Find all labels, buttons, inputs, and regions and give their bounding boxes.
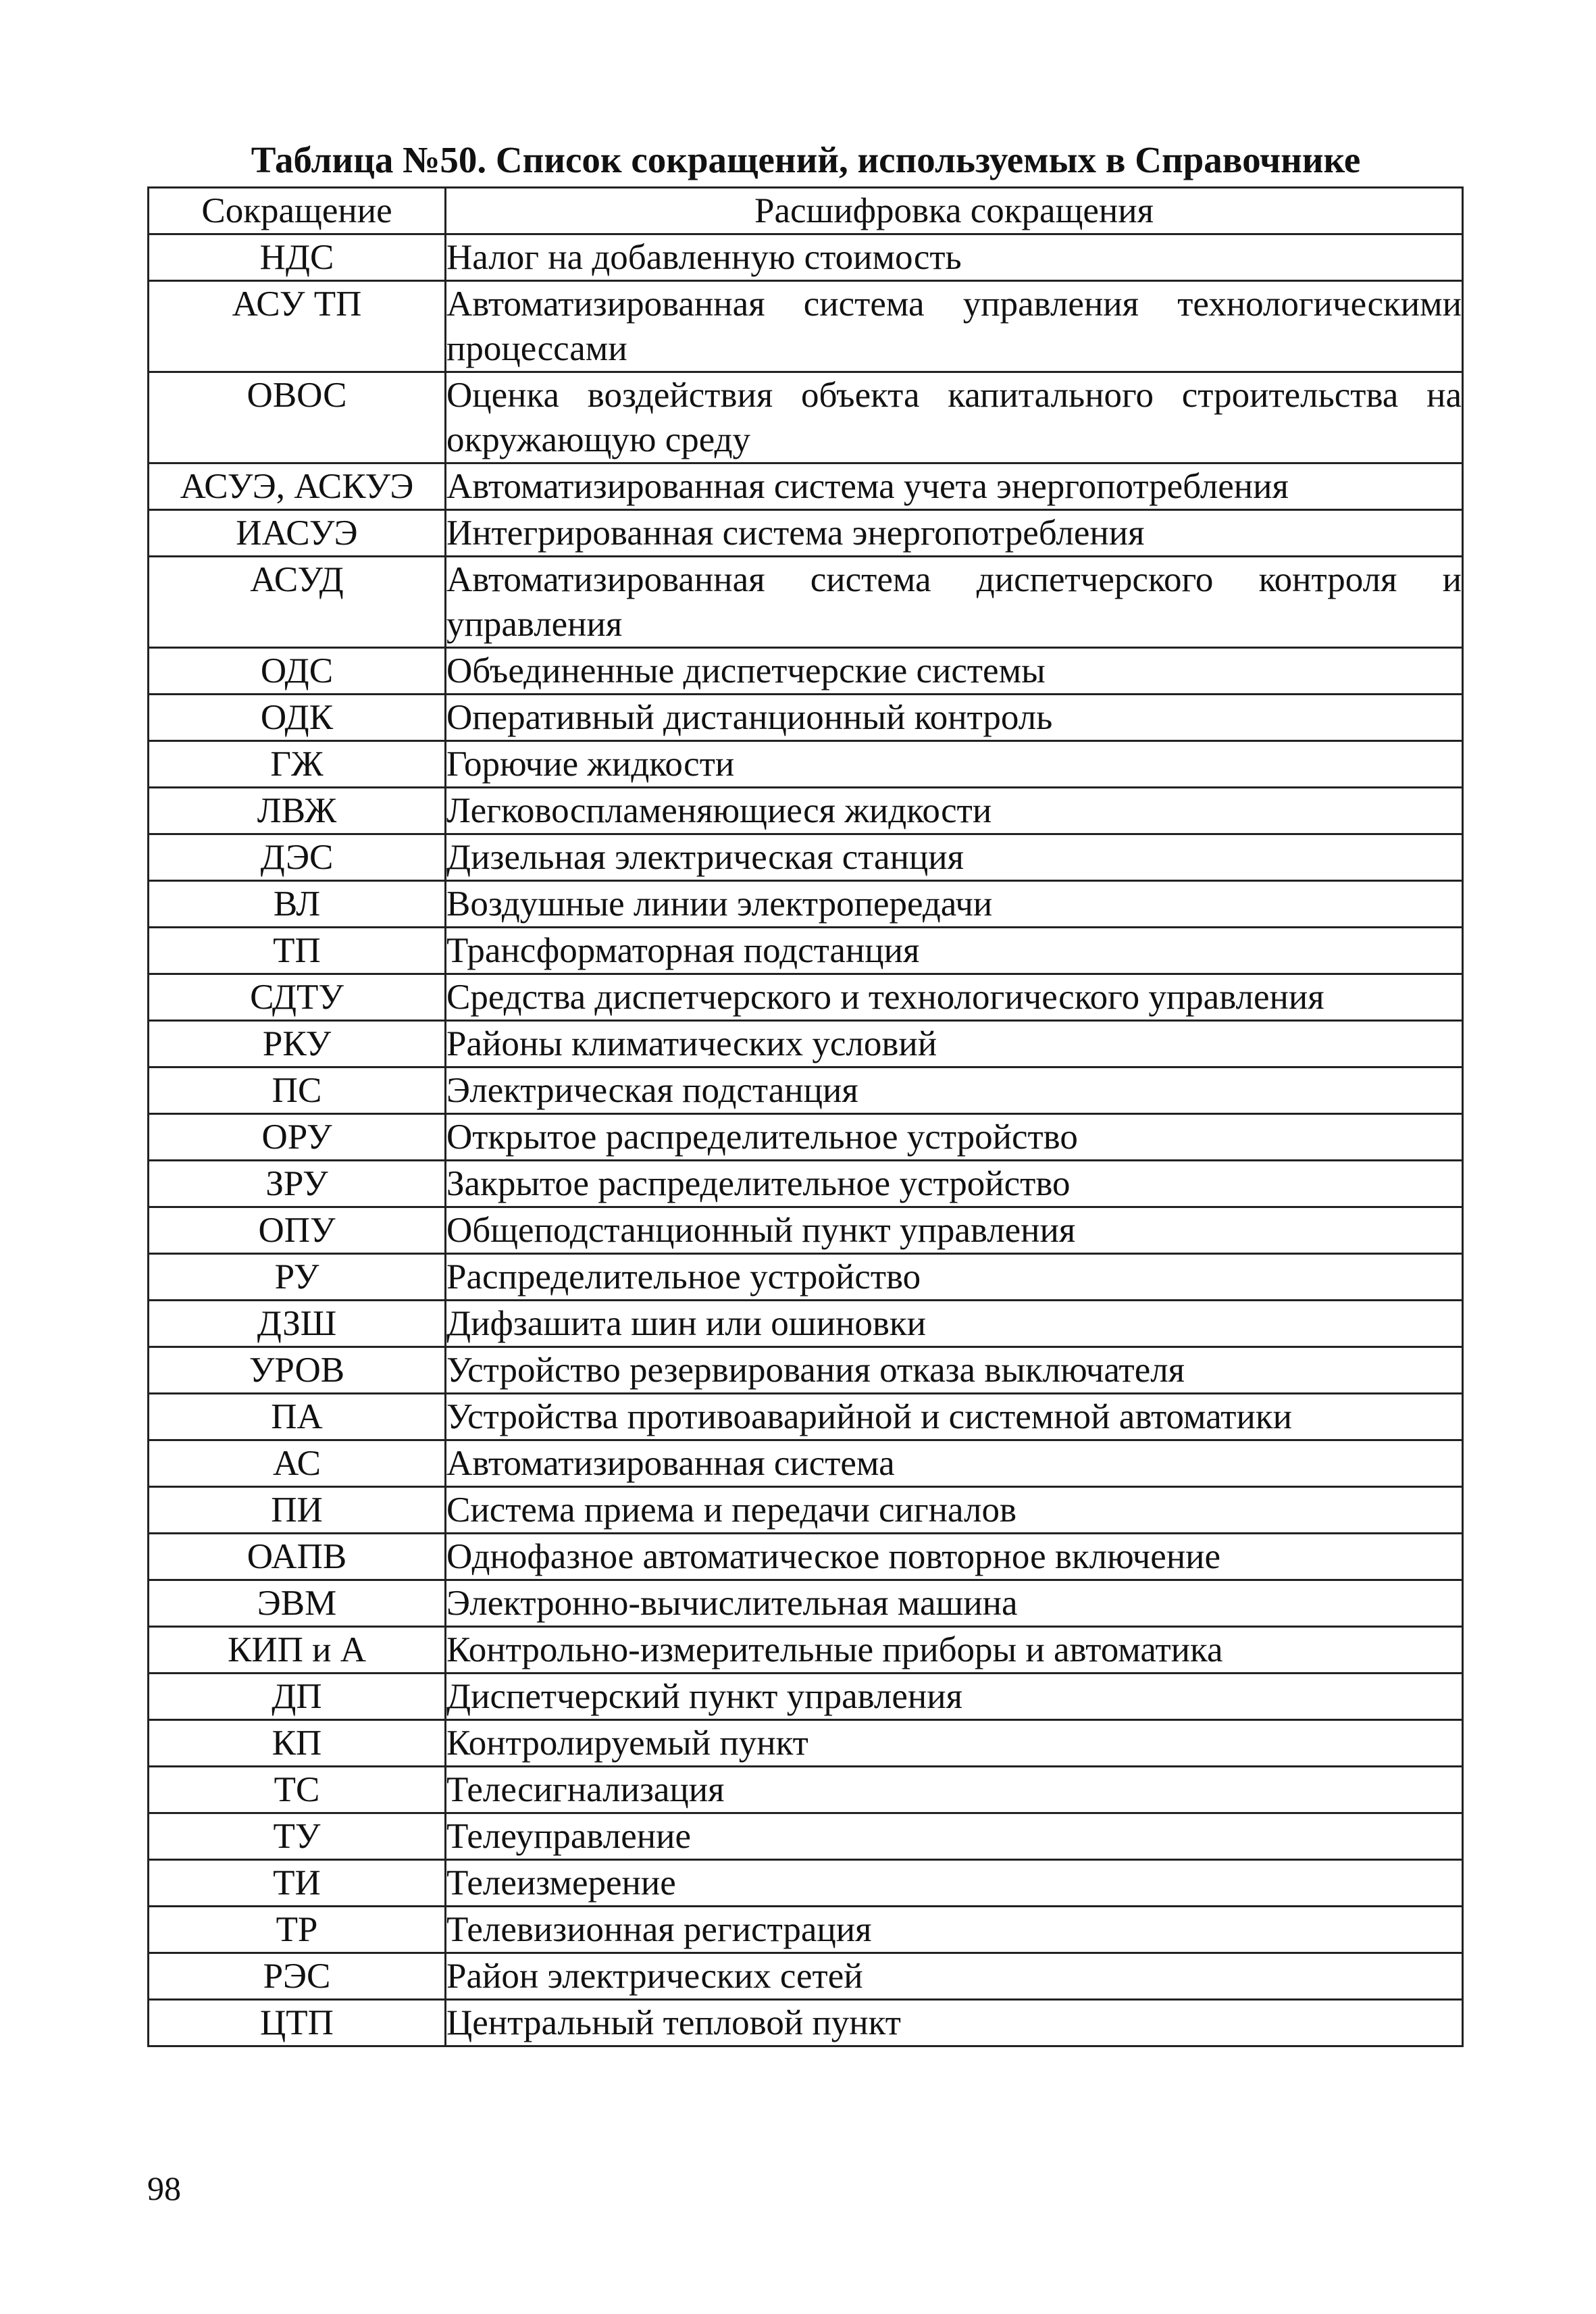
- abbreviation-cell: ОРУ: [149, 1114, 446, 1161]
- abbreviation-cell: ДП: [149, 1674, 446, 1720]
- table-row: [149, 1254, 1463, 1301]
- description-cell: Дизельная электрическая станция: [446, 834, 1463, 881]
- table-row: [149, 834, 1463, 881]
- description-cell: Автоматизированная система учета энергопотребления: [446, 463, 1463, 510]
- table-row: [149, 974, 1463, 1021]
- table-row: [149, 695, 1463, 741]
- abbreviation-cell: ТИ: [149, 1860, 446, 1907]
- abbreviation-cell: ЦТП: [149, 2000, 446, 2046]
- abbreviation-cell: РЭС: [149, 1953, 446, 2000]
- abbreviation-cell: ПС: [149, 1067, 446, 1114]
- description-cell: Устройство резервирования отказа выключателя: [446, 1347, 1463, 1394]
- description-cell: Районы климатических условий: [446, 1021, 1463, 1067]
- abbreviation-cell: ОВОС: [149, 372, 446, 463]
- description-cell: Контролируемый пункт: [446, 1720, 1463, 1767]
- description-cell: Закрытое распределительное устройство: [446, 1161, 1463, 1207]
- description-cell: Система приема и передачи сигналов: [446, 1487, 1463, 1534]
- abbreviation-cell: ДЗШ: [149, 1301, 446, 1347]
- description-cell: Телеуправление: [446, 1813, 1463, 1860]
- description-cell: Распределительное устройство: [446, 1254, 1463, 1301]
- abbreviation-cell: УРОВ: [149, 1347, 446, 1394]
- description-cell: Общеподстанционный пункт управления: [446, 1207, 1463, 1254]
- abbreviation-cell: АСУЭ, АСКУЭ: [149, 463, 446, 510]
- table-row: [149, 510, 1463, 557]
- abbreviation-cell: АС: [149, 1440, 446, 1487]
- description-cell: Электронно-вычислительная машина: [446, 1580, 1463, 1627]
- abbreviation-cell: ОПУ: [149, 1207, 446, 1254]
- table-row: [149, 1161, 1463, 1207]
- table-row: [149, 1487, 1463, 1534]
- description-cell: Легковоспламеняющиеся жидкости: [446, 788, 1463, 834]
- column-header-abbreviation: Сокращение: [149, 188, 446, 234]
- description-cell: Дифзашита шин или ошиновки: [446, 1301, 1463, 1347]
- table-row: [149, 1580, 1463, 1627]
- table-row: [149, 1021, 1463, 1067]
- abbreviation-cell: ВЛ: [149, 881, 446, 928]
- abbreviation-cell: ДЭС: [149, 834, 446, 881]
- description-cell: Диспетчерский пункт управления: [446, 1674, 1463, 1720]
- description-cell: Трансформаторная подстанция: [446, 928, 1463, 974]
- abbreviation-cell: ОДС: [149, 648, 446, 695]
- description-cell: Центральный тепловой пункт: [446, 2000, 1463, 2046]
- column-header-description: Расшифровка сокращения: [446, 188, 1463, 234]
- table-row: [149, 1907, 1463, 1953]
- abbreviation-cell: АСУД: [149, 557, 446, 648]
- abbreviation-cell: ПА: [149, 1394, 446, 1440]
- abbreviation-cell: НДС: [149, 234, 446, 281]
- table-row: [149, 1767, 1463, 1813]
- description-cell: Автоматизированная система управления технологическими процессами: [446, 281, 1463, 372]
- description-cell: Объединенные диспетчерские системы: [446, 648, 1463, 695]
- table-title: Таблица №50. Список сокращений, используемых в Справочнике: [251, 139, 1361, 180]
- table-row: [149, 1813, 1463, 1860]
- abbreviation-cell: РКУ: [149, 1021, 446, 1067]
- table-row: [149, 372, 1463, 463]
- table-row: [149, 463, 1463, 510]
- description-cell: Горючие жидкости: [446, 741, 1463, 788]
- description-cell: Район электрических сетей: [446, 1953, 1463, 2000]
- table-row: [149, 1627, 1463, 1674]
- table-row: [149, 1534, 1463, 1580]
- abbreviation-cell: КП: [149, 1720, 446, 1767]
- table-row: [149, 234, 1463, 281]
- abbreviation-cell: КИП и А: [149, 1627, 446, 1674]
- table-row: [149, 788, 1463, 834]
- description-cell: Однофазное автоматическое повторное включение: [446, 1534, 1463, 1580]
- abbreviation-cell: ПИ: [149, 1487, 446, 1534]
- description-cell: Контрольно-измерительные приборы и автоматика: [446, 1627, 1463, 1674]
- table-row: [149, 881, 1463, 928]
- table-row: [149, 1394, 1463, 1440]
- description-cell: Средства диспетчерского и технологического управления: [446, 974, 1463, 1021]
- table-row: [149, 2000, 1463, 2046]
- abbreviation-cell: ТР: [149, 1907, 446, 1953]
- description-cell: Устройства противоаварийной и системной автоматики: [446, 1394, 1463, 1440]
- page-number: 98: [147, 2169, 181, 2207]
- table-row: [149, 1067, 1463, 1114]
- abbreviation-cell: ТП: [149, 928, 446, 974]
- description-cell: Автоматизированная система: [446, 1440, 1463, 1487]
- table-row: [149, 1440, 1463, 1487]
- description-cell: Электрическая подстанция: [446, 1067, 1463, 1114]
- table-row: [149, 741, 1463, 788]
- table-row: [149, 1114, 1463, 1161]
- abbreviation-cell: ЭВМ: [149, 1580, 446, 1627]
- abbreviations-table: [147, 186, 1464, 2047]
- table-header-row: [149, 188, 1463, 234]
- description-cell: Телесигнализация: [446, 1767, 1463, 1813]
- table-row: [149, 1720, 1463, 1767]
- abbreviation-cell: ГЖ: [149, 741, 446, 788]
- table-row: [149, 1347, 1463, 1394]
- abbreviation-cell: ОАПВ: [149, 1534, 446, 1580]
- table-row: [149, 1674, 1463, 1720]
- abbreviation-cell: ТС: [149, 1767, 446, 1813]
- description-cell: Интегрированная система энергопотребления: [446, 510, 1463, 557]
- description-cell: Телевизионная регистрация: [446, 1907, 1463, 1953]
- table-row: [149, 281, 1463, 372]
- abbreviation-cell: ЛВЖ: [149, 788, 446, 834]
- table-row: [149, 557, 1463, 648]
- table-row: [149, 1953, 1463, 2000]
- description-cell: Воздушные линии электропередачи: [446, 881, 1463, 928]
- description-cell: Оценка воздействия объекта капитального строительства на окружающую среду: [446, 372, 1463, 463]
- description-cell: Оперативный дистанционный контроль: [446, 695, 1463, 741]
- description-cell: Налог на добавленную стоимость: [446, 234, 1463, 281]
- abbreviation-cell: ЗРУ: [149, 1161, 446, 1207]
- table-row: [149, 1207, 1463, 1254]
- abbreviation-cell: СДТУ: [149, 974, 446, 1021]
- description-cell: Открытое распределительное устройство: [446, 1114, 1463, 1161]
- table-row: [149, 648, 1463, 695]
- table-row: [149, 1301, 1463, 1347]
- description-cell: Автоматизированная система диспетчерского контроля и управления: [446, 557, 1463, 648]
- abbreviation-cell: ОДК: [149, 695, 446, 741]
- table-row: [149, 928, 1463, 974]
- abbreviation-cell: РУ: [149, 1254, 446, 1301]
- description-cell: Телеизмерение: [446, 1860, 1463, 1907]
- abbreviation-cell: ТУ: [149, 1813, 446, 1860]
- abbreviation-cell: ИАСУЭ: [149, 510, 446, 557]
- table-row: [149, 1860, 1463, 1907]
- abbreviation-cell: АСУ ТП: [149, 281, 446, 372]
